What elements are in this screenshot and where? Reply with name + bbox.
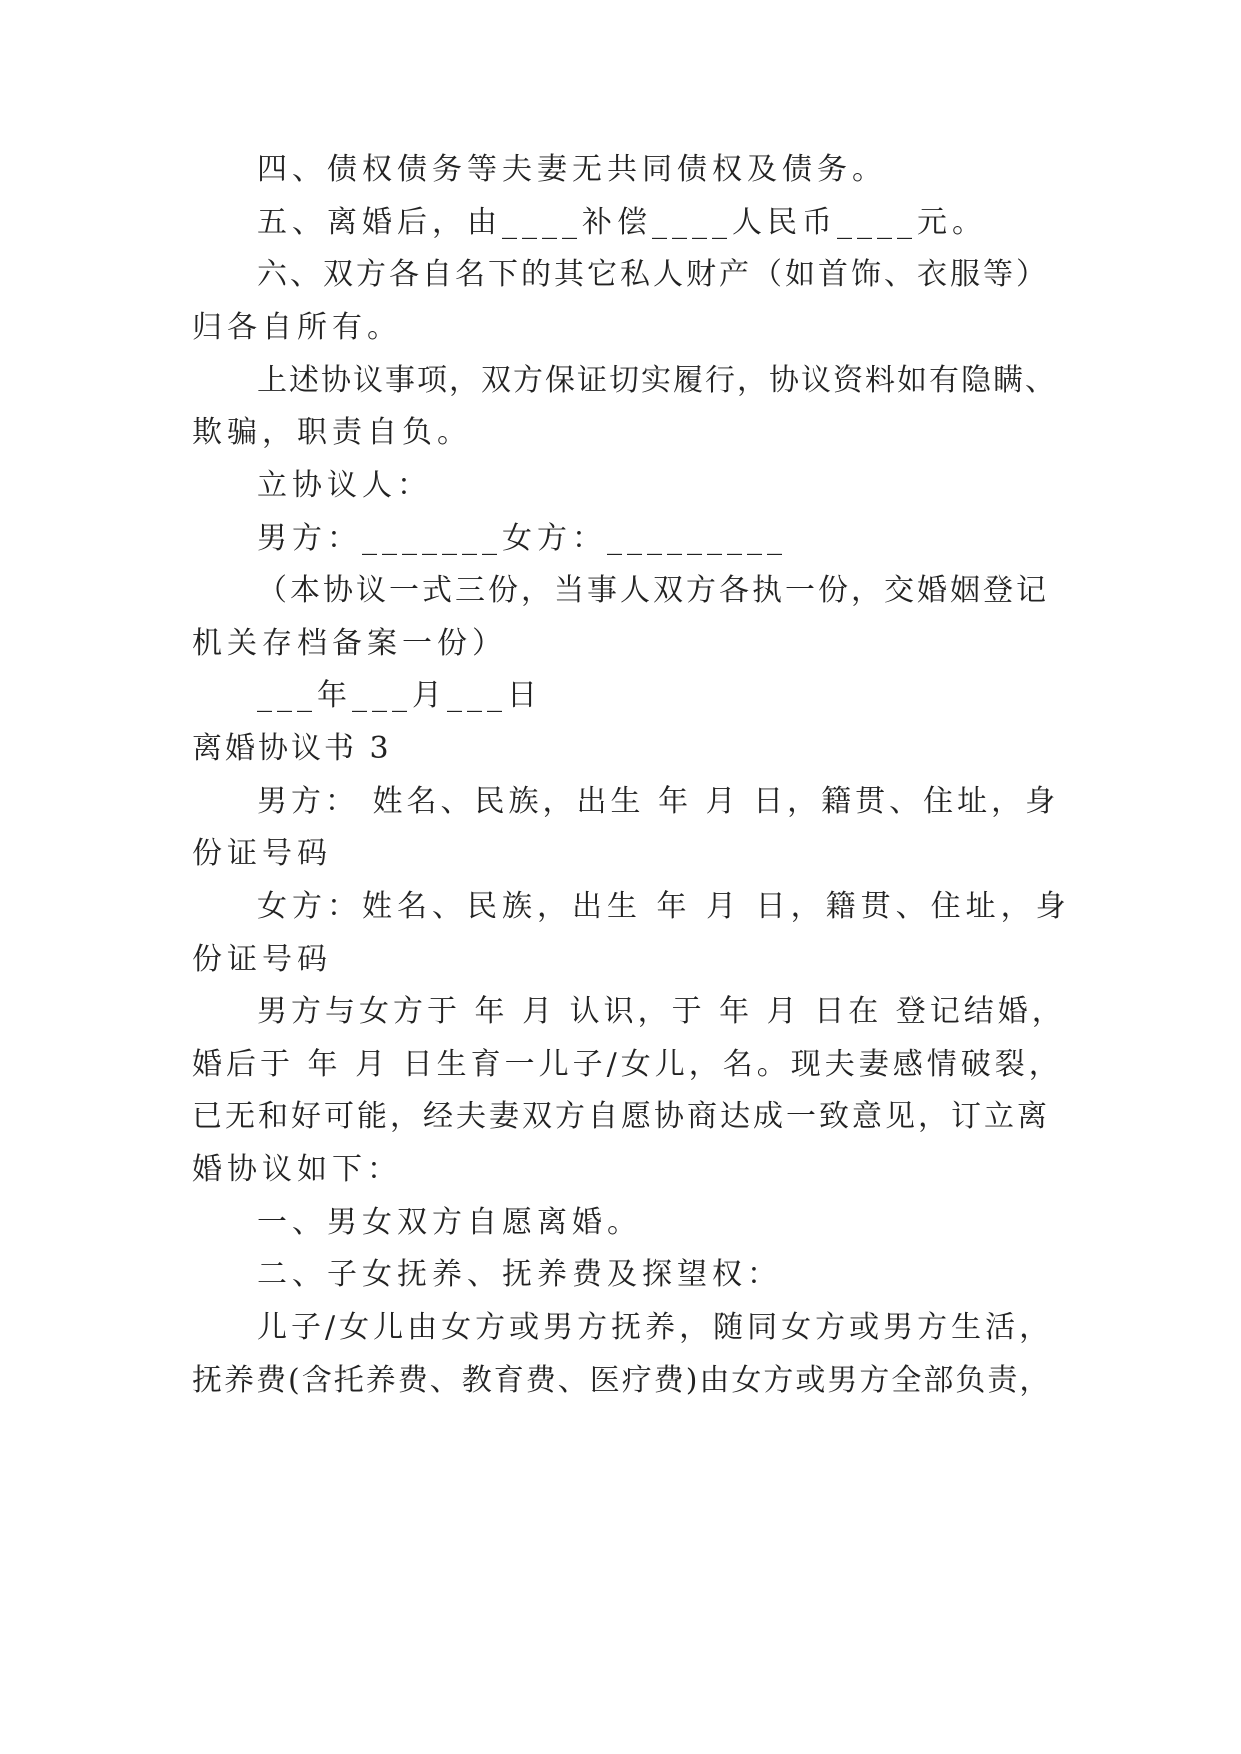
- clause-six-continued: 归各自所有。: [192, 310, 402, 345]
- section-title: 离婚协议书 3: [192, 731, 392, 766]
- custody-paragraph: 儿子/女儿由女方或男方抚养，随同女方或男方生活，: [257, 1310, 1054, 1345]
- female-party-info-continued: 份证号码: [192, 942, 332, 977]
- guarantee-paragraph-continued: 欺骗，职责自负。: [192, 415, 472, 450]
- background-paragraph-line-3: 已无和好可能，经夫妻双方自愿协商达成一致意见，订立离: [192, 1099, 1050, 1134]
- clause-two: 二、子女抚养、抚养费及探望权：: [257, 1257, 782, 1292]
- copies-note: （本协议一式三份，当事人双方各执一份，交婚姻登记: [257, 573, 1049, 608]
- guarantee-paragraph: 上述协议事项，双方保证切实履行，协议资料如有隐瞒、: [257, 363, 1057, 398]
- clause-four: 四、债权债务等夫妻无共同债权及债务。: [257, 152, 887, 187]
- male-party-info: 男方： 姓名、民族，出生 年 月 日，籍贯、住址，身: [257, 784, 1060, 819]
- male-party-info-continued: 份证号码: [192, 836, 332, 871]
- background-paragraph-line-2: 婚后于 年 月 日生育一儿子/女儿，名。现夫妻感情破裂，: [192, 1047, 1063, 1082]
- clause-one: 一、男女双方自愿离婚。: [257, 1205, 642, 1240]
- signatories-label: 立协议人：: [257, 468, 432, 503]
- female-party-info: 女方：姓名、民族，出生 年 月 日，籍贯、住址，身: [257, 889, 1071, 924]
- clause-six: 六、双方各自名下的其它私人财产（如首饰、衣服等）: [257, 257, 1049, 292]
- copies-note-continued: 机关存档备案一份）: [192, 626, 507, 661]
- background-paragraph-line-4: 婚协议如下：: [192, 1152, 402, 1187]
- background-paragraph: 男方与女方于 年 月 认识，于 年 月 日在 登记结婚，: [257, 994, 1066, 1029]
- clause-five: 五、离婚后，由____补偿____人民币____元。: [257, 205, 987, 240]
- custody-paragraph-continued: 抚养费(含托养费、教育费、医疗费)由女方或男方全部负责，: [192, 1363, 1052, 1398]
- date-line: ___年___月___日: [257, 678, 542, 713]
- signature-line: 男方：_______女方：_________: [257, 521, 787, 556]
